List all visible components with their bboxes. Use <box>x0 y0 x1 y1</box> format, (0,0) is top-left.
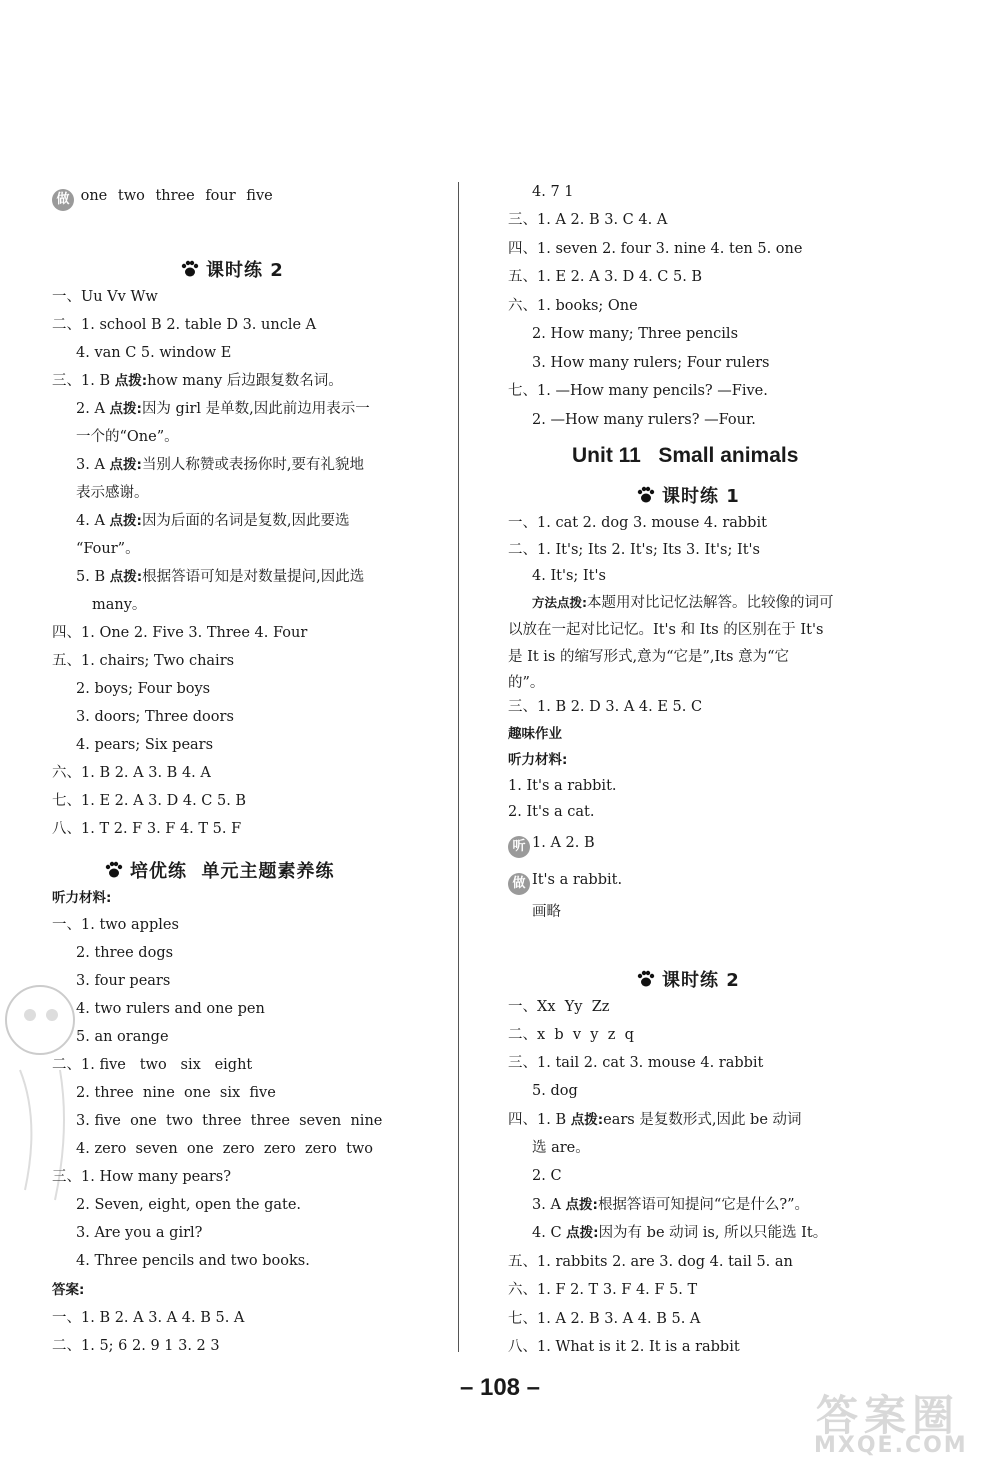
answer-line: 七、1. A 2. B 3. A 4. B 5. A <box>508 1311 701 1327</box>
answer-line: 四、1. One 2. Five 3. Three 4. Four <box>52 625 308 641</box>
answer-line: 3. Are you a girl? <box>76 1225 203 1241</box>
do-badge: 做 <box>508 873 530 895</box>
answer-line: “Four”。 <box>76 541 140 557</box>
paw-icon <box>636 970 656 988</box>
paw-icon <box>104 861 124 879</box>
method-tip-cont: 以放在一起对比记忆。It's 和 Its 的区别在于 It's <box>508 622 824 638</box>
answer-line: 4. 7 1 <box>532 184 574 200</box>
tip-label: 点拨: <box>114 373 148 389</box>
listening-material-label: 听力材料: <box>508 752 568 768</box>
answer-line: 3. doors; Three doors <box>76 709 234 725</box>
tip-label: 点拨: <box>570 1112 604 1128</box>
answer-line: 四、1. seven 2. four 3. nine 4. ten 5. one <box>508 241 803 257</box>
watermark-top: 答案圈 <box>816 1391 961 1440</box>
listening-material-label: 听力材料: <box>52 890 112 906</box>
answer-line: 2. —How many rulers? —Four. <box>532 412 756 428</box>
answer-line: 一个的“One”。 <box>76 429 179 445</box>
tip-label: 点拨: <box>109 513 142 529</box>
section-heading-lesson-1: 课时练 1 <box>636 482 740 508</box>
listen-badge: 听 <box>508 836 530 858</box>
answer-line: 四、1. B 点拨:ears 是复数形式,因此 be 动词 <box>508 1112 802 1128</box>
unit-title: Unit 11 Small animals <box>572 444 799 467</box>
answer-line: 二、1. school B 2. table D 3. uncle A <box>52 317 317 333</box>
answer-line: 五、1. rabbits 2. are 3. dog 4. tail 5. an <box>508 1254 793 1270</box>
answer-line: 二、1. It's; Its 2. It's; Its 3. It's; It's <box>508 542 760 558</box>
page-number: – 108 – <box>459 1374 541 1401</box>
answer-line: 一、Xx Yy Zz <box>508 999 610 1015</box>
tip-label: 点拨: <box>109 401 142 417</box>
answer-line: 七、1. E 2. A 3. D 4. C 5. B <box>52 793 247 809</box>
answer-line: 2. three dogs <box>76 945 174 961</box>
method-tip-cont: 的”。 <box>508 675 545 691</box>
answer-line: 六、1. books; One <box>508 298 638 314</box>
answer-line: 4. Three pencils and two books. <box>76 1253 310 1269</box>
answers-label: 答案: <box>52 1282 85 1298</box>
section-heading-lesson-2: 课时练 2 <box>636 966 740 992</box>
answer-line: 4. A 点拨:因为后面的名词是复数,因此要选 <box>76 513 350 529</box>
answer-line: 5. dog <box>532 1083 578 1099</box>
answer-line: 选 are。 <box>532 1140 590 1156</box>
do-line: 做 It's a rabbit. <box>508 870 622 895</box>
answer-line: 3. A 点拨:根据答语可知提问“它是什么?”。 <box>532 1197 810 1213</box>
answer-line: 三、1. B 点拨:how many 后边跟复数名词。 <box>52 373 343 389</box>
answer-line: 二、x b v y z q <box>508 1027 634 1043</box>
answer-line: 三、1. A 2. B 3. C 4. A <box>508 212 668 228</box>
answer-line: 2. Seven, eight, open the gate. <box>76 1197 302 1213</box>
answer-line: 4. van C 5. window E <box>76 345 232 361</box>
tip-label: 点拨: <box>565 1197 598 1213</box>
paw-icon <box>636 486 656 504</box>
section-heading-unit-practice: 培优练 单元主题素养练 <box>104 857 335 883</box>
answer-line: 4. C 点拨:因为有 be 动词 is, 所以只能选 It。 <box>532 1225 828 1241</box>
watermark-bottom: MXQE.COM <box>814 1433 968 1458</box>
tip-label: 点拨: <box>109 457 142 473</box>
answer-line: 2. C <box>532 1168 562 1184</box>
answer-line: 1. It's a rabbit. <box>508 778 617 794</box>
answer-line: 3. five one two three three seven nine <box>76 1113 383 1129</box>
answer-line: 五、1. E 2. A 3. D 4. C 5. B <box>508 269 703 285</box>
answer-line: 4. It's; It's <box>532 568 606 584</box>
answer-line: 二、1. 5; 6 2. 9 1 3. 2 3 <box>52 1338 220 1354</box>
answer-line: 3. A 点拨:当别人称赞或表扬你时,要有礼貌地 <box>76 457 365 473</box>
answer-line: 4. pears; Six pears <box>76 737 214 753</box>
answer-line: 3. How many rulers; Four rulers <box>532 355 770 371</box>
answer-line: 画略 <box>532 904 561 920</box>
answer-line: 三、1. How many pears? <box>52 1169 232 1185</box>
do-line: 做 one two three four five <box>52 186 273 211</box>
answer-line: 六、1. B 2. A 3. B 4. A <box>52 765 211 781</box>
answer-line: 一、1. B 2. A 3. A 4. B 5. A <box>52 1310 245 1326</box>
answer-line: 2. It's a cat. <box>508 804 595 820</box>
answer-line: 一、Uu Vv Ww <box>52 289 158 305</box>
answer-line: 六、1. F 2. T 3. F 4. F 5. T <box>508 1282 698 1298</box>
answer-line: 七、1. —How many pencils? —Five. <box>508 383 768 399</box>
answer-line: 八、1. What is it 2. It is a rabbit <box>508 1339 740 1355</box>
answer-line: 3. four pears <box>76 973 171 989</box>
answer-line: 2. How many; Three pencils <box>532 326 739 342</box>
listen-line: 听 1. A 2. B <box>508 833 595 858</box>
paw-icon <box>180 260 200 278</box>
answer-line: 2. boys; Four boys <box>76 681 211 697</box>
method-tip: 方法点拨:本题用对比记忆法解答。比较像的词可 <box>532 595 834 611</box>
answer-line: 一、1. two apples <box>52 917 179 933</box>
answer-line: many。 <box>92 597 147 613</box>
answer-line: 五、1. chairs; Two chairs <box>52 653 235 669</box>
answer-line: 二、1. five two six eight <box>52 1057 253 1073</box>
answer-line: 三、1. B 2. D 3. A 4. E 5. C <box>508 699 703 715</box>
do-badge: 做 <box>52 189 74 211</box>
answer-line: 2. three nine one six five <box>76 1085 276 1101</box>
answer-line: 2. A 点拨:因为 girl 是单数,因此前边用表示一 <box>76 401 370 417</box>
tip-label: 点拨: <box>566 1225 599 1241</box>
method-tip-cont: 是 It is 的缩写形式,意为“它是”,Its 意为“它 <box>508 649 790 665</box>
tip-label: 点拨: <box>109 569 143 585</box>
method-tip-label: 方法点拨: <box>532 595 587 610</box>
answer-line: 5. an orange <box>76 1029 169 1045</box>
fun-homework-label: 趣味作业 <box>508 726 562 742</box>
watermark <box>696 1383 986 1463</box>
section-heading-lesson-2: 课时练 2 <box>180 256 284 282</box>
answer-line: 4. two rulers and one pen <box>76 1001 265 1017</box>
answer-line: 5. B 点拨:根据答语可知是对数量提问,因此选 <box>76 569 365 585</box>
answer-line: 三、1. tail 2. cat 3. mouse 4. rabbit <box>508 1055 764 1071</box>
answer-line: 表示感谢。 <box>76 485 149 501</box>
column-divider <box>458 182 459 1352</box>
answer-line: 八、1. T 2. F 3. F 4. T 5. F <box>52 821 242 837</box>
answer-line: 4. zero seven one zero zero zero two <box>76 1141 374 1157</box>
answer-line: 一、1. cat 2. dog 3. mouse 4. rabbit <box>508 515 767 531</box>
